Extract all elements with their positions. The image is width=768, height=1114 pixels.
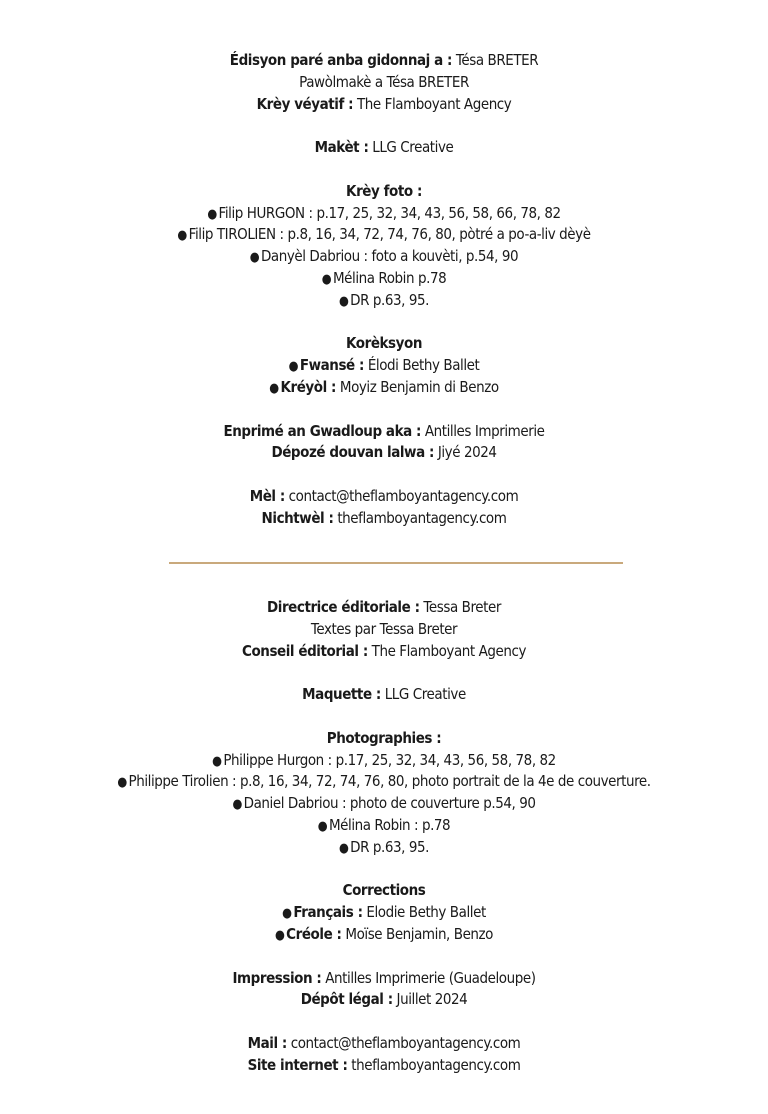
correction-creole-label: Créole : <box>286 924 342 943</box>
photo-credit-text: Philippe Hurgon : p.17, 25, 32, 34, 43, 56, 58, 78, 82 <box>223 750 556 769</box>
creative-value: The Flamboyant Agency <box>371 641 527 660</box>
french-credits <box>0 597 768 1077</box>
layout-value: LLG Creative <box>384 685 466 704</box>
photo-credit-text: Danyèl Dabriou : foto a kouvèti, p.54, 90 <box>260 247 519 266</box>
creative-line <box>50 641 718 663</box>
bullet-icon: ● <box>317 818 328 834</box>
kreyol-credits <box>0 50 768 530</box>
photo-credit <box>50 203 718 225</box>
correction-french-value: Élodi Bethy Ballet <box>367 356 480 375</box>
layout-label: Maquette : <box>302 685 381 704</box>
photo-credit-text: Mélina Robin : p.78 <box>328 815 451 834</box>
photo-credit <box>50 750 718 772</box>
print-line <box>50 968 718 990</box>
print-label: Impression : <box>232 968 322 987</box>
bullet-icon: ● <box>117 775 127 791</box>
photo-heading: Krèy foto : <box>346 181 422 200</box>
mail-label: Mèl : <box>249 486 285 505</box>
photo-credit-text: Philippe Tirolien : p.8, 16, 34, 72, 74, 76, 80, photo portrait de la 4e de couverture. <box>128 772 651 791</box>
section-divider <box>169 562 623 564</box>
mail-line <box>50 486 718 508</box>
bullet-icon: ● <box>207 206 217 222</box>
photo-credit <box>50 793 718 815</box>
photo-credit <box>50 246 718 268</box>
correction-creole <box>50 377 718 399</box>
layout-line <box>50 137 718 159</box>
creative-value: The Flamboyant Agency <box>357 94 512 113</box>
photo-credit <box>50 837 718 859</box>
site-label: Site internet : <box>247 1055 348 1074</box>
legal-label: Dépôt légal : <box>300 990 393 1009</box>
photo-credit-text: Daniel Dabriou : photo de couverture p.54, 90 <box>243 794 536 813</box>
correction-french-value: Elodie Bethy Ballet <box>366 903 486 922</box>
mail-line <box>50 1033 718 1055</box>
legal-line <box>50 442 718 464</box>
correction-creole-label: Kréyòl : <box>280 377 337 396</box>
editor-line <box>50 50 718 72</box>
corrections-heading: Korèksyon <box>345 334 423 353</box>
editor-value: Tésa BRETER <box>455 51 539 69</box>
correction-french-label: Français : <box>293 903 363 922</box>
texts-line: Pawòlmakè a Tésa BRETER <box>299 72 469 91</box>
photo-credit <box>50 815 718 837</box>
mail-label: Mail : <box>247 1033 287 1052</box>
layout-label: Makèt : <box>314 138 369 157</box>
photo-credit-text: Filip HURGON : p.17, 25, 32, 34, 43, 56, 58, 66, 78, 82 <box>218 203 561 222</box>
layout-value: LLG Creative <box>372 138 454 157</box>
photo-credit <box>50 290 718 312</box>
texts-line: Textes par Tessa Breter <box>310 619 458 638</box>
photo-credit-text: DR p.63, 95. <box>350 837 430 856</box>
print-value: Antilles Imprimerie <box>424 421 545 440</box>
bullet-icon: ● <box>177 228 187 244</box>
bullet-icon: ● <box>338 840 349 856</box>
photo-credit-text: Mélina Robin p.78 <box>332 268 447 287</box>
photo-credit <box>50 268 718 290</box>
creative-label: Conseil éditorial : <box>241 641 368 660</box>
mail-value: contact@theflamboyantagency.com <box>290 1033 521 1052</box>
bullet-icon: ● <box>249 250 260 266</box>
legal-value: Jiyé 2024 <box>437 443 497 462</box>
bullet-icon: ● <box>232 797 242 813</box>
print-value: Antilles Imprimerie (Guadeloupe) <box>325 968 536 987</box>
correction-french <box>50 355 718 377</box>
bullet-icon: ● <box>288 359 299 375</box>
bullet-icon: ● <box>321 271 332 287</box>
photo-credit <box>50 771 718 793</box>
editor-value: Tessa Breter <box>423 598 501 616</box>
bullet-icon: ● <box>212 753 222 769</box>
print-label: Enprimé an Gwadloup aka : <box>223 421 422 440</box>
mail-value: contact@theflamboyantagency.com <box>288 486 519 505</box>
legal-value: Juillet 2024 <box>396 990 468 1009</box>
corrections-heading: Corrections <box>342 881 426 900</box>
photo-credit <box>50 224 718 246</box>
photo-credit-text: DR p.63, 95. <box>350 290 430 309</box>
legal-label: Dépozé douvan lalwa : <box>271 443 434 462</box>
bullet-icon: ● <box>282 906 292 922</box>
layout-line <box>50 684 718 706</box>
creative-line <box>50 94 718 116</box>
bullet-icon: ● <box>338 293 349 309</box>
editor-label: Directrice éditoriale : <box>267 598 420 616</box>
site-value: theflamboyantagency.com <box>337 508 507 527</box>
site-line <box>50 1055 718 1077</box>
correction-creole-value: Moyiz Benjamin di Benzo <box>339 377 499 396</box>
creative-label: Krèy véyatif : <box>256 94 354 113</box>
photo-credit-text: Filip TIROLIEN : p.8, 16, 34, 72, 74, 76, 80, pòtré a po-a-liv dèyè <box>188 225 591 244</box>
photo-heading: Photographies : <box>326 728 442 747</box>
correction-creole-value: Moïse Benjamin, Benzo <box>345 924 494 943</box>
site-line <box>50 508 718 530</box>
site-label: Nichtwèl : <box>261 508 334 527</box>
editor-label: Édisyon paré anba gidonnaj a : <box>229 51 453 69</box>
legal-line <box>50 989 718 1011</box>
bullet-icon: ● <box>269 380 279 396</box>
bullet-icon: ● <box>274 927 285 943</box>
editor-line <box>50 597 718 619</box>
correction-creole <box>50 924 718 946</box>
site-value: theflamboyantagency.com <box>351 1055 521 1074</box>
correction-french <box>50 902 718 924</box>
correction-french-label: Fwansé : <box>299 356 364 375</box>
print-line <box>50 421 718 443</box>
